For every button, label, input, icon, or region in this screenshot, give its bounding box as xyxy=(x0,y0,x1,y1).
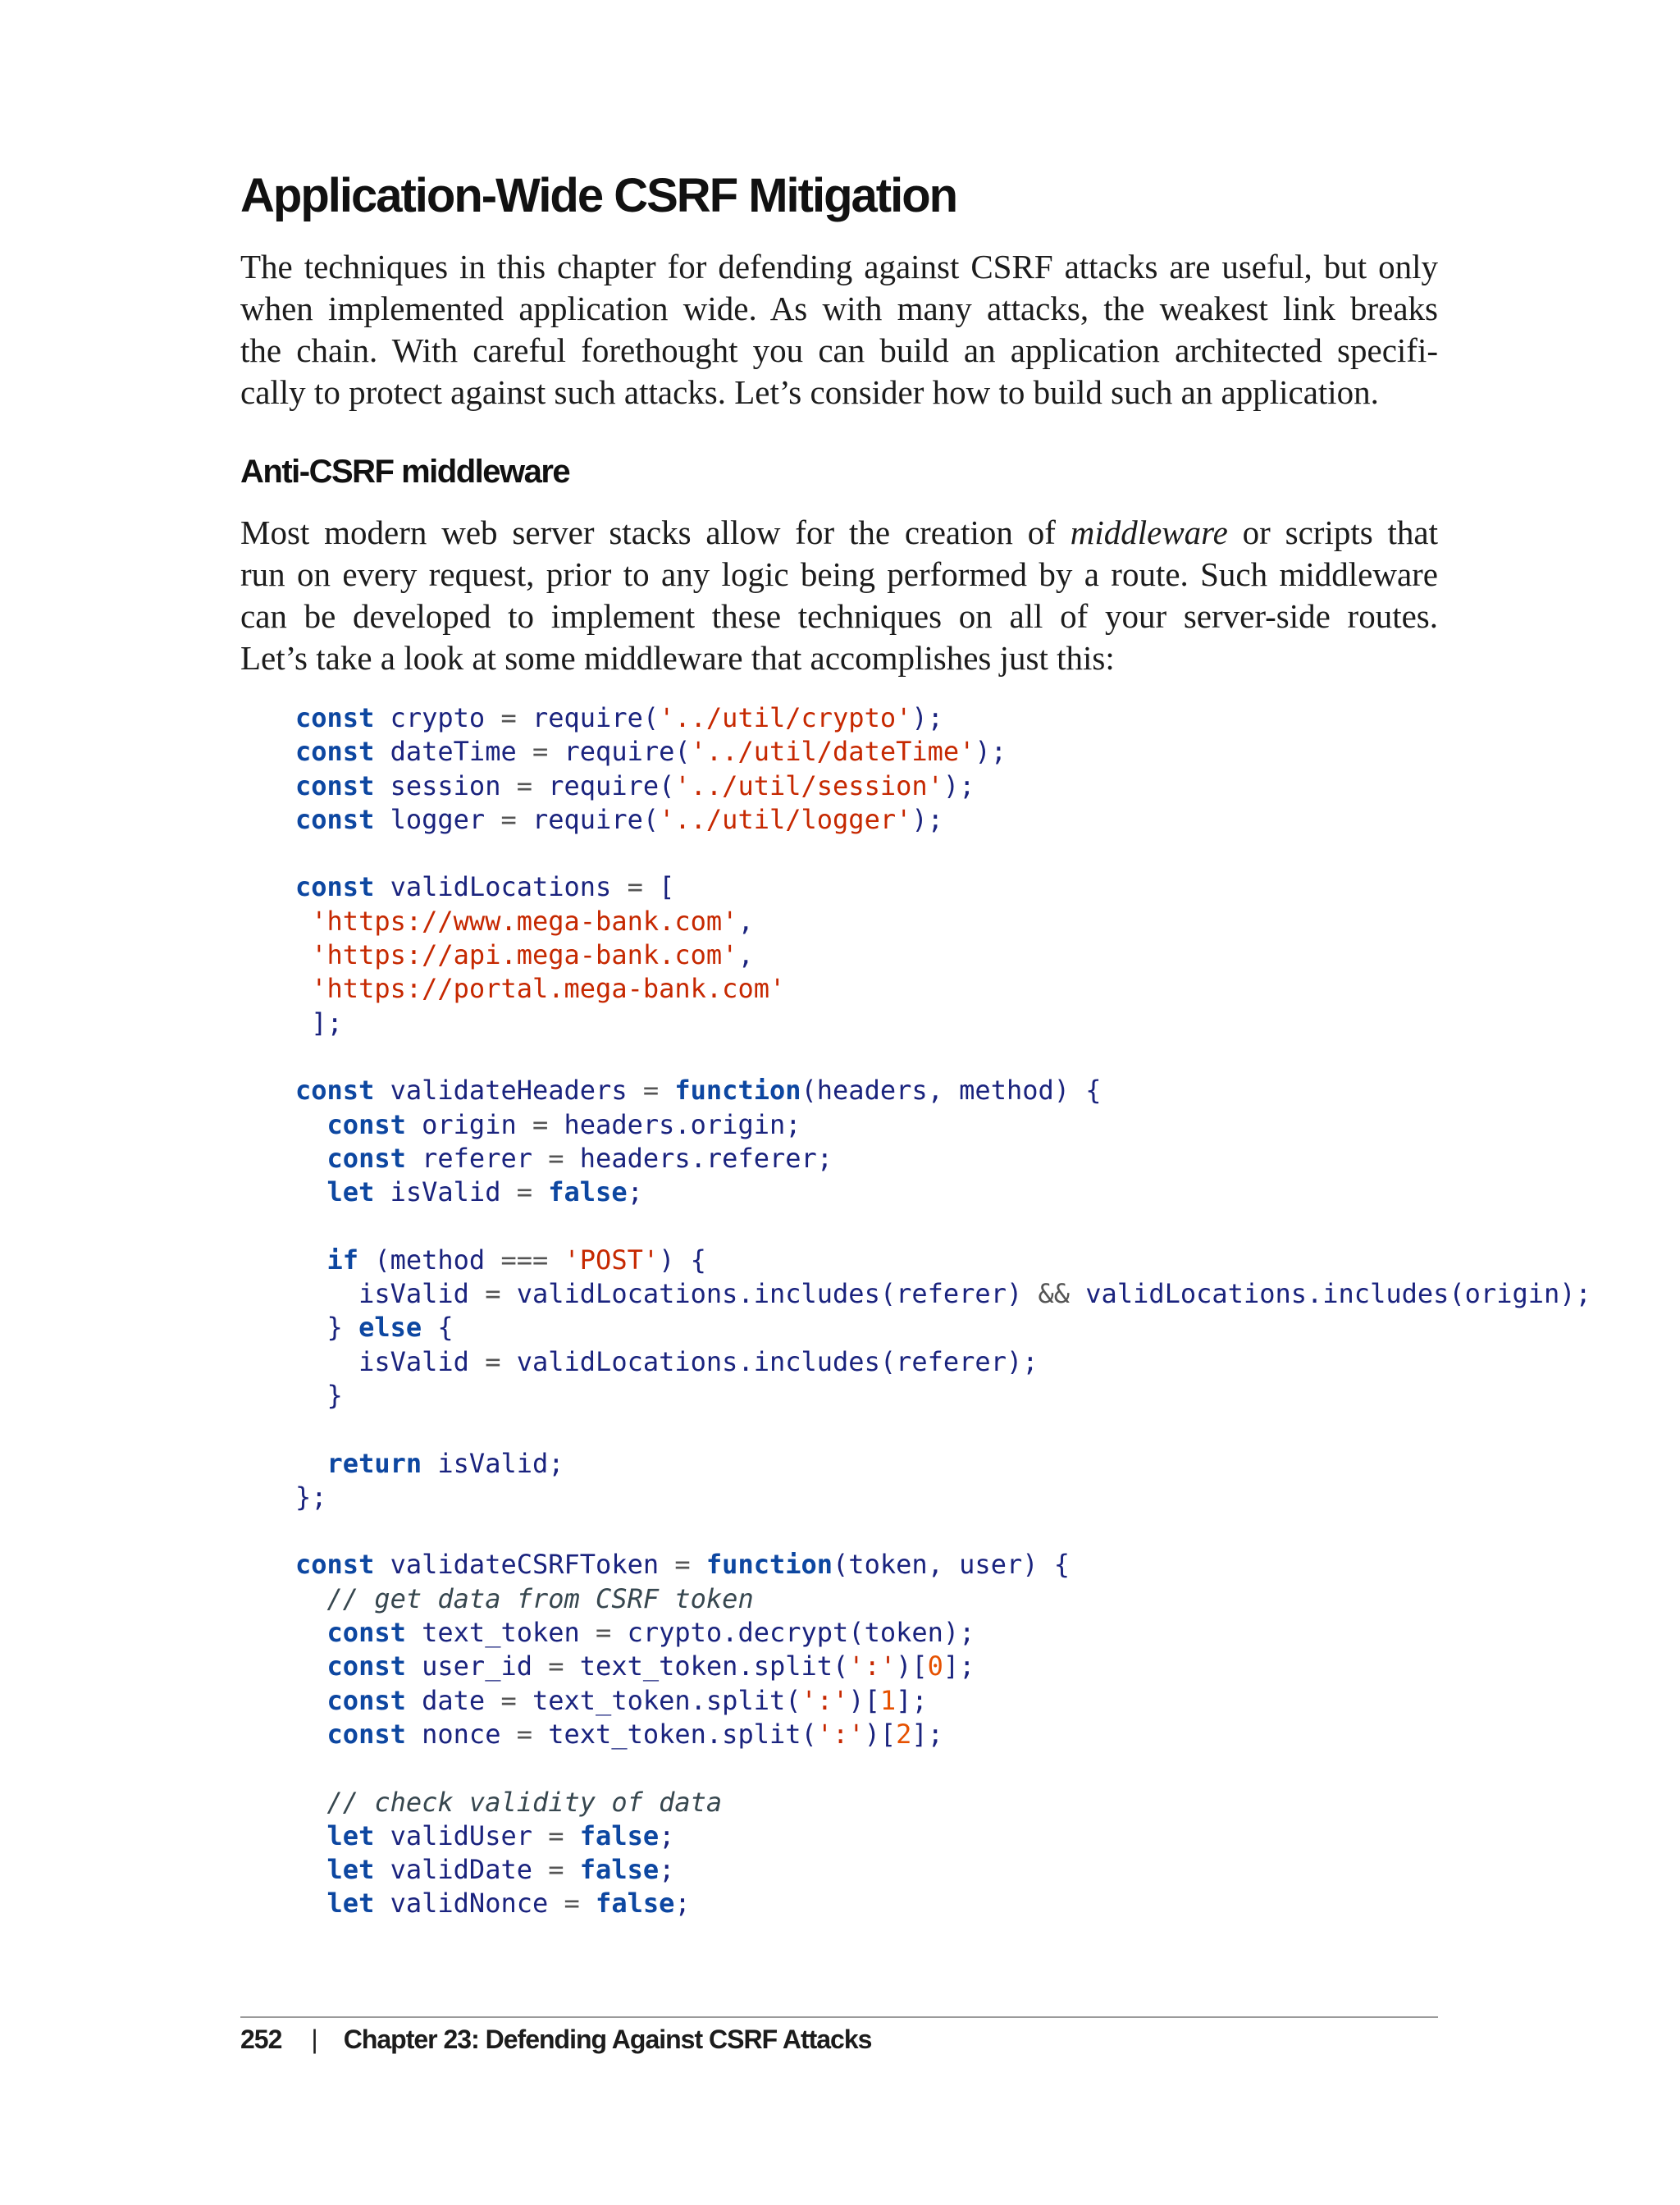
code-text: ]; xyxy=(943,1650,975,1682)
code-line xyxy=(295,1007,1591,1040)
footer-divider xyxy=(240,2016,1438,2018)
code-string: ':' xyxy=(848,1650,897,1682)
code-keyword: const xyxy=(295,736,375,768)
code-keyword: const xyxy=(295,803,375,835)
code-text xyxy=(295,1617,327,1648)
code-text: validateHeaders xyxy=(374,1075,643,1107)
section-title: Application-Wide CSRF Mitigation xyxy=(240,169,957,222)
code-line xyxy=(295,735,1591,769)
code-keyword: const xyxy=(295,769,375,801)
code-operator: = xyxy=(485,1278,501,1310)
code-text: )[ xyxy=(864,1718,897,1750)
code-line xyxy=(295,1514,1591,1548)
middleware-line-text: or scripts that xyxy=(1227,514,1438,551)
code-string: '../util/session' xyxy=(674,769,943,801)
middleware-line: can be developed to implement these techniques on all of your server-side routes. xyxy=(240,597,1438,635)
code-text: headers.origin; xyxy=(548,1108,801,1140)
code-keyword: else xyxy=(358,1312,422,1344)
intro-line: cally to protect against such attacks. Let’s consider how to build such an application. xyxy=(240,373,1379,411)
code-keyword: const xyxy=(295,871,375,903)
code-text xyxy=(295,1143,327,1174)
code-keyword: const xyxy=(295,702,375,733)
code-text: validateCSRFToken xyxy=(374,1549,675,1581)
code-text: dateTime xyxy=(374,736,532,768)
code-text xyxy=(295,939,311,970)
code-listing xyxy=(295,701,1591,1921)
code-line xyxy=(295,1345,1591,1379)
code-string: 'https://www.mega-bank.com' xyxy=(311,905,738,937)
code-text xyxy=(564,1820,580,1851)
code-keyword: if xyxy=(326,1244,359,1276)
code-text: text_token xyxy=(405,1617,596,1649)
code-operator: = xyxy=(627,871,643,903)
code-text xyxy=(295,1787,327,1818)
code-line xyxy=(295,1887,1591,1920)
footer-separator: | xyxy=(311,2025,317,2054)
code-keyword: const xyxy=(326,1142,406,1174)
code-keyword: let xyxy=(326,1819,375,1851)
code-number: 0 xyxy=(927,1650,943,1682)
intro-paragraph xyxy=(240,246,1438,413)
code-line xyxy=(295,701,1591,735)
code-text: validLocations xyxy=(374,871,628,903)
code-text: validDate xyxy=(374,1854,549,1886)
code-text: date xyxy=(405,1684,501,1716)
code-text: ; xyxy=(627,1176,643,1208)
code-operator: = xyxy=(516,769,532,801)
code-operator: = xyxy=(674,1549,691,1581)
code-string: ':' xyxy=(801,1684,849,1716)
code-text xyxy=(295,1719,327,1750)
code-keyword: let xyxy=(326,1888,375,1920)
code-operator: = xyxy=(532,1108,549,1140)
code-line xyxy=(295,1751,1591,1785)
code-text: ); xyxy=(911,702,943,733)
code-text: text_token.split( xyxy=(516,1684,801,1716)
code-keyword: const xyxy=(295,1549,375,1581)
middleware-paragraph xyxy=(240,512,1438,679)
code-line xyxy=(295,1616,1591,1650)
code-text: referer xyxy=(405,1142,549,1174)
code-text: ; xyxy=(659,1819,675,1851)
code-line xyxy=(295,1176,1591,1209)
code-text xyxy=(564,1854,580,1885)
code-keyword: const xyxy=(326,1617,406,1649)
code-operator: && xyxy=(1038,1278,1071,1310)
code-string: ':' xyxy=(816,1718,865,1750)
code-keyword: function xyxy=(674,1075,801,1107)
code-operator: = xyxy=(548,1650,564,1682)
code-line xyxy=(295,1108,1591,1142)
code-keyword: return xyxy=(326,1447,422,1479)
code-line xyxy=(295,1447,1591,1481)
code-keyword: false xyxy=(596,1888,675,1920)
code-text: validNonce xyxy=(374,1888,564,1920)
code-keyword: const xyxy=(326,1108,406,1140)
code-line xyxy=(295,1819,1591,1853)
code-text: ]; xyxy=(295,1007,343,1039)
code-line xyxy=(295,1040,1591,1074)
code-line xyxy=(295,1853,1591,1887)
code-text: (token, user) { xyxy=(833,1549,1071,1581)
code-comment: // check validity of data xyxy=(326,1786,723,1818)
code-text xyxy=(295,1820,327,1851)
middleware-line: Let’s take a look at some middleware that accomplishes just this: xyxy=(240,639,1115,677)
code-operator: === xyxy=(500,1244,549,1276)
code-operator: = xyxy=(500,702,517,733)
code-text xyxy=(532,1176,548,1208)
code-line xyxy=(295,1650,1591,1683)
page-number: 252 xyxy=(240,2025,282,2054)
code-text: [ xyxy=(642,871,675,903)
code-operator: = xyxy=(642,1075,660,1107)
code-line xyxy=(295,803,1591,837)
code-text: ); xyxy=(975,736,1007,768)
code-line xyxy=(295,1209,1591,1243)
code-operator: = xyxy=(564,1888,580,1920)
code-text: )[ xyxy=(848,1684,880,1716)
code-operator: = xyxy=(596,1617,612,1649)
code-text xyxy=(580,1888,596,1919)
code-text xyxy=(295,1109,327,1140)
code-line xyxy=(295,1718,1591,1751)
code-operator: = xyxy=(500,1684,517,1716)
code-text: isValid; xyxy=(422,1447,564,1479)
code-text: ); xyxy=(943,769,975,801)
code-text xyxy=(295,1176,327,1208)
code-text: headers.referer; xyxy=(564,1142,833,1174)
code-text: ); xyxy=(911,803,943,835)
code-operator: = xyxy=(548,1819,564,1851)
code-text: (method xyxy=(358,1244,501,1276)
middleware-line xyxy=(240,512,1438,554)
code-text: validLocations.includes(referer) xyxy=(500,1278,1039,1310)
code-keyword: function xyxy=(705,1549,833,1581)
code-text: , xyxy=(737,905,754,937)
code-line xyxy=(295,1786,1591,1819)
middleware-line-text: Most modern web server stacks allow for the creation of xyxy=(240,514,1071,551)
code-text: validLocations.includes(referer); xyxy=(500,1345,1039,1377)
code-line xyxy=(295,1311,1591,1344)
code-string: '../util/dateTime' xyxy=(690,736,975,768)
code-text: )[ xyxy=(896,1650,928,1682)
code-keyword: let xyxy=(326,1176,375,1208)
code-text: origin xyxy=(405,1108,532,1140)
code-text xyxy=(659,1075,674,1106)
code-line xyxy=(295,1277,1591,1311)
code-string: 'https://api.mega-bank.com' xyxy=(311,939,738,971)
code-text: validLocations.includes(origin); xyxy=(1070,1278,1591,1310)
code-string: '../util/crypto' xyxy=(659,702,912,733)
code-text: nonce xyxy=(405,1718,517,1750)
code-text xyxy=(691,1549,706,1580)
code-line xyxy=(295,1244,1591,1277)
code-text: { xyxy=(422,1312,454,1344)
code-number: 2 xyxy=(896,1718,912,1750)
code-text: ]; xyxy=(911,1718,943,1750)
code-operator: = xyxy=(516,1176,532,1208)
code-text xyxy=(295,1583,327,1614)
code-text: ; xyxy=(674,1888,691,1920)
subsection-title: Anti-CSRF middleware xyxy=(240,454,570,490)
code-operator: = xyxy=(532,736,549,768)
code-line xyxy=(295,870,1591,904)
code-line xyxy=(295,1142,1591,1176)
code-text: isValid xyxy=(295,1345,486,1377)
code-operator: = xyxy=(548,1854,564,1886)
middleware-emphasis: middleware xyxy=(1070,514,1228,551)
code-string: '../util/logger' xyxy=(659,803,912,835)
code-keyword: false xyxy=(548,1176,628,1208)
code-text: } xyxy=(295,1312,359,1344)
code-text xyxy=(295,973,311,1004)
code-text: }; xyxy=(295,1481,327,1513)
code-operator: = xyxy=(516,1718,532,1750)
code-text: validUser xyxy=(374,1819,549,1851)
page-footer xyxy=(240,2025,871,2055)
code-line xyxy=(295,1379,1591,1413)
code-operator: = xyxy=(485,1345,501,1377)
code-keyword: false xyxy=(579,1819,660,1851)
code-text: require( xyxy=(516,803,660,835)
code-text: ) { xyxy=(659,1244,706,1276)
code-string: 'https://portal.mega-bank.com' xyxy=(311,973,786,1005)
code-operator: = xyxy=(548,1142,564,1174)
intro-line: when implemented application wide. As with many attacks, the weakest link breaks xyxy=(240,290,1438,327)
code-line xyxy=(295,905,1591,938)
code-keyword: const xyxy=(326,1718,406,1750)
code-text: ; xyxy=(659,1854,675,1886)
intro-line: the chain. With careful forethought you can build an application architected specifi- xyxy=(240,331,1438,369)
code-comment: // get data from CSRF token xyxy=(326,1582,754,1614)
code-text xyxy=(295,1685,327,1716)
code-text xyxy=(295,1448,327,1479)
code-text: text_token.split( xyxy=(532,1718,817,1750)
code-keyword: let xyxy=(326,1854,375,1886)
code-line xyxy=(295,1548,1591,1582)
code-line xyxy=(295,769,1591,803)
code-text: } xyxy=(295,1379,343,1411)
code-text: (headers, method) { xyxy=(801,1075,1102,1107)
code-text: session xyxy=(374,769,517,801)
code-text: text_token.split( xyxy=(564,1650,849,1682)
code-string: 'POST' xyxy=(564,1244,660,1276)
code-text: user_id xyxy=(405,1650,549,1682)
code-keyword: const xyxy=(326,1684,406,1716)
code-text: isValid xyxy=(295,1278,486,1310)
code-text: logger xyxy=(374,803,501,835)
code-line xyxy=(295,1481,1591,1514)
chapter-title: Chapter 23: Defending Against CSRF Attacks xyxy=(343,2025,872,2054)
code-keyword: const xyxy=(326,1650,406,1682)
code-text xyxy=(295,1650,327,1682)
code-text: crypto.decrypt(token); xyxy=(611,1617,975,1649)
code-text: isValid xyxy=(374,1176,517,1208)
code-line xyxy=(295,1074,1591,1107)
code-text xyxy=(295,1854,327,1885)
code-text: require( xyxy=(532,769,675,801)
intro-line: The techniques in this chapter for defending against CSRF attacks are useful, but only xyxy=(240,248,1438,285)
code-text: crypto xyxy=(374,702,501,733)
code-line xyxy=(295,1413,1591,1446)
code-text xyxy=(295,906,311,937)
code-operator: = xyxy=(500,803,517,835)
code-text: ]; xyxy=(896,1684,928,1716)
code-line xyxy=(295,1582,1591,1616)
code-line xyxy=(295,972,1591,1006)
code-text xyxy=(548,1244,564,1276)
code-keyword: const xyxy=(295,1075,375,1107)
code-line xyxy=(295,1684,1591,1718)
code-text: , xyxy=(737,939,754,971)
code-text: require( xyxy=(548,736,691,768)
code-keyword: false xyxy=(579,1854,660,1886)
middleware-line: run on every request, prior to any logic being performed by a route. Such middleware xyxy=(240,555,1438,593)
code-line xyxy=(295,837,1591,870)
code-line xyxy=(295,938,1591,972)
code-number: 1 xyxy=(879,1684,897,1716)
code-text xyxy=(295,1888,327,1919)
code-text xyxy=(295,1244,327,1276)
code-text: require( xyxy=(516,702,660,733)
